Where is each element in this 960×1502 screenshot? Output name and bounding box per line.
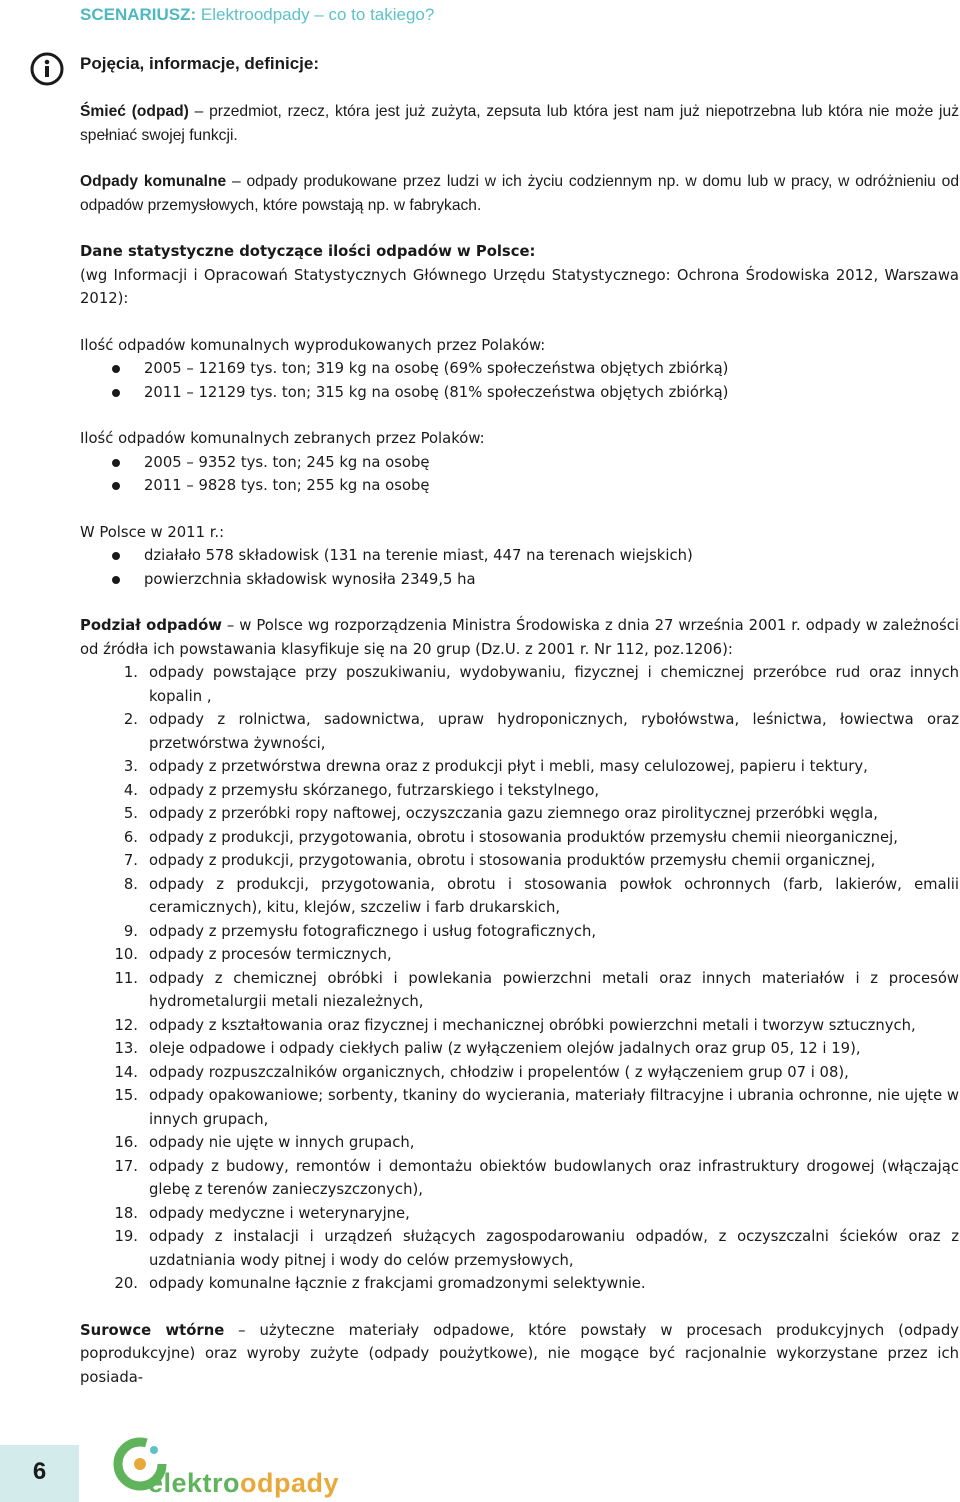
- info-icon: [30, 52, 64, 86]
- scenario-header: [80, 5, 434, 25]
- waste-group-item: [80, 920, 959, 944]
- waste-group-number: 4.: [123, 781, 138, 799]
- waste-group-item: [80, 1014, 959, 1038]
- scenario-label: SCENARIUSZ:: [80, 5, 197, 24]
- waste-group-item: [80, 1202, 959, 1226]
- waste-group-number: 16.: [114, 1134, 138, 1151]
- waste-group-item: [80, 1225, 959, 1272]
- waste-group-item: [80, 1155, 959, 1202]
- waste-group-number: 2.: [123, 711, 138, 728]
- waste-group-text: odpady komunalne łącznie z frakcjami gromadzonymi selektywnie.: [149, 1275, 646, 1292]
- text-division: – w Polsce wg rozporządzenia Ministra Środowiska z dnia 27 września 2001 r. odpady w zależności od źródła ich powstawania klasyfikuje się na 20 grup (Dz.U. z 2001 r. Nr 112, poz.1206):: [80, 617, 959, 658]
- waste-group-number: 12.: [114, 1016, 138, 1034]
- waste-group-text: odpady z przemysłu fotograficznego i usług fotograficznych,: [149, 922, 597, 940]
- section-heading: Pojęcia, informacje, definicje:: [80, 54, 320, 73]
- term-smiec: Śmieć (odpad): [80, 103, 189, 120]
- waste-group-text: odpady medyczne i weterynaryjne,: [149, 1204, 410, 1222]
- waste-group-number: 5.: [123, 805, 138, 822]
- waste-group-item: [80, 661, 959, 708]
- stats-source: (wg Informacji i Opracowań Statystycznych Głównego Urzędu Statystycznego: Ochrona Środowiska 2012, Warszawa 2012):: [80, 266, 959, 307]
- produced-list: [80, 357, 959, 404]
- waste-group-item: [80, 1061, 959, 1085]
- waste-group-item: [80, 1131, 959, 1155]
- collected-label: Ilość odpadów komunalnych zebranych przez Polaków:: [80, 430, 485, 447]
- waste-group-text: odpady z produkcji, przygotowania, obrotu i stosowania powłok ochronnych (farb, lakierów, emalii ceramicznych), kitu, klejów, szczeliw i farb drukarskich,: [149, 875, 959, 916]
- waste-group-number: 17.: [114, 1157, 138, 1175]
- waste-group-item: [80, 849, 959, 873]
- waste-group-number: 14.: [114, 1063, 138, 1081]
- produced-label: Ilość odpadów komunalnych wyprodukowanych przez Polaków:: [80, 336, 546, 354]
- waste-group-number: 13.: [114, 1040, 138, 1057]
- waste-group-text: oleje odpadowe i odpady ciekłych paliw (z wyłączeniem olejów jadalnych oraz grup 05, 12 i 19),: [149, 1040, 861, 1057]
- list-item: działało 578 składowisk (131 na terenie miast, 447 na terenach wiejskich): [80, 544, 959, 568]
- term-komunalne: Odpady komunalne: [80, 173, 227, 190]
- waste-group-text: odpady powstające przy poszukiwaniu, wydobywaniu, fizycznej i chemicznej przeróbce rud oraz innych kopalin ,: [149, 664, 959, 705]
- logo-wordmark: [148, 1468, 339, 1499]
- waste-group-number: 8.: [123, 875, 138, 893]
- waste-group-item: [80, 1084, 959, 1131]
- poland-list: [80, 544, 959, 591]
- definition-recycled: [80, 1319, 959, 1390]
- scenario-title: Elektroodpady – co to takiego?: [200, 5, 435, 24]
- waste-group-item: [80, 755, 959, 779]
- waste-group-item: [80, 802, 959, 826]
- waste-group-item: [80, 826, 959, 850]
- waste-group-text: odpady z instalacji i urządzeń służących zagospodarowaniu odpadów, z oczyszczalni ścieków oraz z uzdatniania wody pitnej i wody do celów przemysłowych,: [149, 1228, 959, 1269]
- waste-group-text: odpady z przeróbki ropy naftowej, oczyszczania gazu ziemnego oraz pirolitycznej przeróbki węgla,: [149, 805, 878, 822]
- waste-group-text: odpady z produkcji, przygotowania, obrotu i stosowania produktów przemysłu chemii organicznej,: [149, 852, 876, 869]
- poland-label: W Polsce w 2011 r.:: [80, 523, 225, 541]
- waste-group-text: odpady z chemicznej obróbki i powlekania powierzchni metali oraz innych materiałów i z procesów hydrometalurgii metali niezależnych,: [149, 969, 959, 1010]
- waste-group-text: odpady z budowy, remontów i demontażu obiektów budowlanych oraz infrastruktury drogowej (włączając glebę z terenów zanieczyszczonych),: [149, 1157, 959, 1198]
- waste-group-number: 19.: [114, 1228, 138, 1245]
- list-item: 2011 – 9828 tys. ton; 255 kg na osobę: [80, 474, 959, 498]
- term-recycled: Surowce wtórne: [80, 1321, 225, 1339]
- term-division: Podział odpadów: [80, 617, 222, 634]
- waste-group-number: 18.: [114, 1204, 138, 1222]
- waste-group-text: odpady z produkcji, przygotowania, obrotu i stosowania produktów przemysłu chemii nieorganicznej,: [149, 828, 898, 846]
- stats-title: Dane statystyczne dotyczące ilości odpadów w Polsce:: [80, 243, 536, 260]
- logo-part2: odpady: [240, 1468, 340, 1498]
- definition-komunalne: [80, 170, 959, 217]
- waste-group-text: odpady z kształtowania oraz fizycznej i mechanicznej obróbki powierzchni metali i tworzyw sztucznych,: [149, 1016, 916, 1034]
- stats-section: [80, 240, 959, 1389]
- collected-list: [80, 451, 959, 498]
- division-intro: [80, 614, 959, 661]
- waste-group-item: [80, 873, 959, 920]
- waste-group-item: [80, 1037, 959, 1061]
- waste-group-number: 3.: [123, 758, 138, 775]
- waste-group-number: 1.: [123, 664, 138, 681]
- waste-group-number: 9.: [123, 922, 138, 940]
- text-komunalne: – odpady produkowane przez ludzi w ich życiu codziennym np. w domu lub w pracy, w odróżnieniu od odpadów przemysłowych, które powstają np. w fabrykach.: [80, 173, 959, 214]
- definition-smiec: [80, 100, 959, 147]
- list-item: 2005 – 9352 tys. ton; 245 kg na osobę: [80, 451, 959, 475]
- waste-group-text: odpady z rolnictwa, sadownictwa, upraw hydroponicznych, rybołówstwa, leśnictwa, łowiectwa oraz przetwórstwa żywności,: [149, 711, 959, 752]
- text-smiec: – przedmiot, rzecz, która jest już zużyta, zepsuta lub która jest nam już niepotrzebna lub która nie może już spełniać swojej funkcji.: [80, 103, 959, 144]
- waste-group-text: odpady z przemysłu skórzanego, futrzarskiego i tekstylnego,: [149, 781, 600, 799]
- waste-group-text: odpady nie ujęte w innych grupach,: [149, 1134, 415, 1151]
- page-number: 6: [32, 1458, 47, 1485]
- list-item: 2005 – 12169 tys. ton; 319 kg na osobę (69% społeczeństwa objętych zbiórką): [80, 357, 959, 381]
- waste-groups-list: [80, 661, 959, 1296]
- waste-group-text: odpady opakowaniowe; sorbenty, tkaniny do wycierania, materiały filtracyjne i ubrania ochronne, nie ujęte w innych grupach,: [149, 1087, 959, 1128]
- waste-group-number: 10.: [114, 946, 138, 963]
- waste-group-text: odpady z procesów termicznych,: [149, 946, 392, 963]
- waste-group-item: [80, 779, 959, 803]
- waste-group-text: odpady rozpuszczalników organicznych, chłodziw i propelentów ( z wyłączeniem grup 07 i 08),: [149, 1063, 849, 1081]
- list-item: 2011 – 12129 tys. ton; 315 kg na osobę (81% społeczeństwa objętych zbiórką): [80, 381, 959, 405]
- waste-group-item: [80, 1272, 959, 1296]
- list-item: powierzchnia składowisk wynosiła 2349,5 ha: [80, 568, 959, 592]
- text-recycled: – użyteczne materiały odpadowe, które powstały w procesach produkcyjnych (odpady poprodukcyjne) oraz wyroby zużyte (odpady poużytkowe), nie mogące być racjonalnie wykorzystane przez ich posiada-: [80, 1321, 959, 1386]
- waste-group-number: 11.: [114, 969, 138, 987]
- waste-group-number: 7.: [123, 852, 138, 869]
- main-content: [80, 100, 959, 1389]
- waste-group-number: 15.: [114, 1087, 138, 1104]
- waste-group-item: [80, 967, 959, 1014]
- waste-group-text: odpady z przetwórstwa drewna oraz z produkcji płyt i mebli, masy celulozowej, papieru i tektury,: [149, 758, 868, 775]
- waste-group-item: [80, 943, 959, 967]
- waste-group-number: 6.: [123, 828, 138, 846]
- logo-part1: elektro: [148, 1468, 241, 1498]
- waste-group-item: [80, 708, 959, 755]
- waste-group-number: 20.: [114, 1275, 138, 1292]
